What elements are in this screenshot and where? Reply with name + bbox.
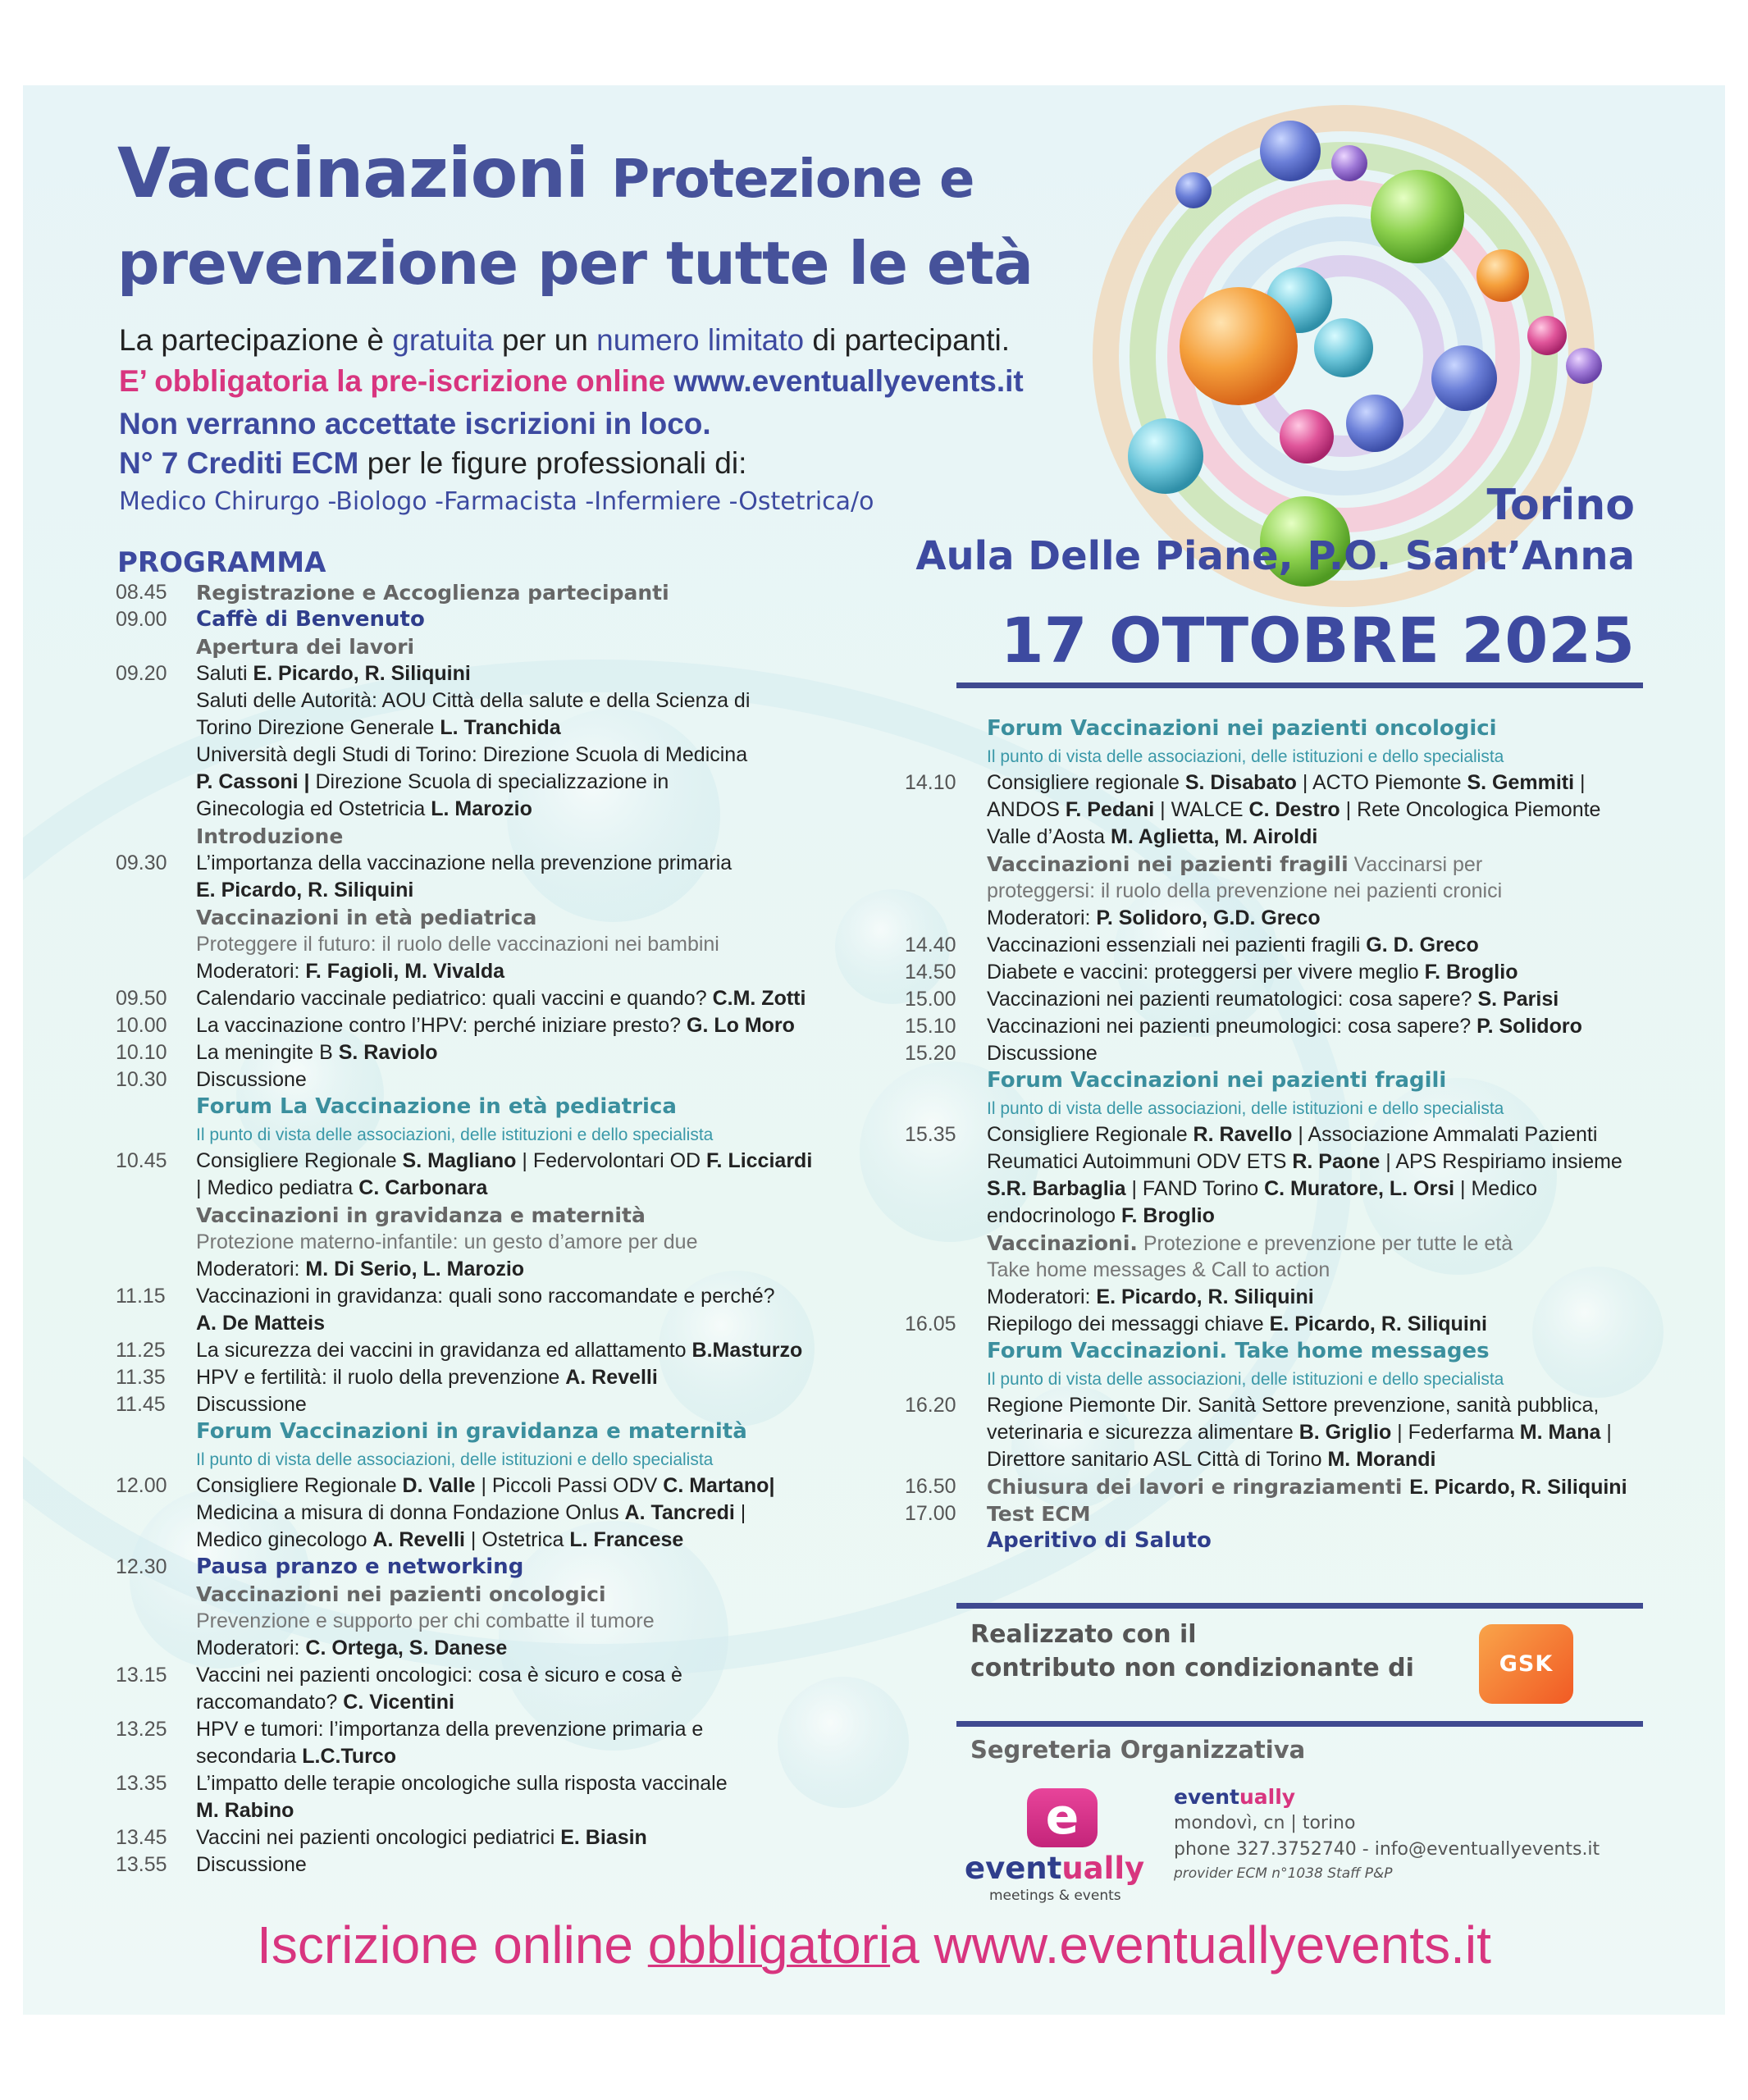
eventually-wordmark bbox=[965, 1851, 1144, 1886]
program-entry bbox=[196, 904, 536, 932]
program-subtitle: Protezione e prevenzione per tutte le età bbox=[1137, 1232, 1513, 1255]
program-entry bbox=[196, 742, 747, 769]
program-speaker: P. Cassoni | bbox=[196, 770, 316, 793]
program-forum-subtitle: Il punto di vista delle associazioni, delle istituzioni e dello specialista bbox=[987, 1099, 1504, 1118]
program-speaker: A. Tancredi bbox=[624, 1501, 735, 1524]
program-text: | Ostetrica bbox=[464, 1528, 570, 1551]
program-entry bbox=[987, 1176, 1537, 1203]
program-speaker: F. Fagioli, M. Vivalda bbox=[305, 960, 505, 983]
divider bbox=[956, 682, 1643, 688]
program-entry bbox=[196, 1175, 487, 1202]
program-speaker: P. Solidoro, G.D. Greco bbox=[1096, 906, 1321, 929]
program-entry bbox=[196, 1662, 682, 1689]
program-time: 09.30 bbox=[116, 851, 167, 874]
program-time: 14.50 bbox=[905, 961, 956, 984]
program-entry bbox=[196, 1608, 655, 1635]
program-text: Discussione bbox=[987, 1042, 1098, 1065]
program-entry bbox=[196, 1770, 728, 1797]
venue-city: Torino bbox=[1486, 481, 1635, 530]
program-speaker: M. Di Serio, L. Marozio bbox=[305, 1258, 525, 1281]
program-time: 13.45 bbox=[116, 1826, 167, 1849]
intro-crediti-ecm: N° 7 Crediti ECM bbox=[119, 446, 359, 480]
program-speaker: C. Martano| bbox=[663, 1474, 775, 1497]
program-speaker: E. Picardo, R. Siliquini bbox=[1269, 1312, 1487, 1335]
eventually-tagline: meetings & events bbox=[989, 1888, 1121, 1904]
organizer-name-part: ually bbox=[1239, 1785, 1296, 1809]
program-entry bbox=[196, 1851, 307, 1879]
program-subtitle: Take home messages & Call to action bbox=[987, 1258, 1330, 1281]
program-time: 11.15 bbox=[116, 1285, 166, 1308]
program-speaker: E. Picardo, R. Siliquini bbox=[1096, 1285, 1314, 1308]
poster bbox=[23, 85, 1725, 2015]
program-text: Moderatori: bbox=[987, 906, 1097, 929]
program-speaker: L. Marozio bbox=[431, 797, 532, 820]
program-entry bbox=[196, 1148, 812, 1175]
program-entry bbox=[987, 1419, 1612, 1446]
program-entry bbox=[987, 769, 1586, 797]
program-entry bbox=[987, 986, 1559, 1013]
program-text: | Federvolontari OD bbox=[516, 1149, 707, 1172]
program-time: 08.45 bbox=[116, 581, 167, 604]
program-entry bbox=[987, 1500, 1091, 1528]
program-text: L’importanza della vaccinazione nella prevenzione primaria bbox=[196, 851, 733, 874]
program-entry bbox=[196, 1716, 703, 1743]
program-section-title: Forum Vaccinazioni nei pazienti oncologici bbox=[987, 716, 1497, 741]
program-entry bbox=[987, 1527, 1212, 1554]
program-text: | bbox=[1600, 1421, 1612, 1444]
program-time: 15.20 bbox=[905, 1042, 956, 1065]
program-text: | WALCE bbox=[1154, 798, 1249, 821]
program-speaker: C. Carbonara bbox=[358, 1176, 488, 1199]
program-time: 13.35 bbox=[116, 1772, 167, 1795]
program-section-title: Vaccinazioni nei pazienti fragili bbox=[987, 852, 1349, 876]
program-subtitle: Proteggere il futuro: il ruolo delle vaccinazioni nei bambini bbox=[196, 933, 719, 956]
program-entry bbox=[987, 1094, 1504, 1122]
program-entry bbox=[987, 932, 1479, 959]
program-forum-subtitle: Il punto di vista delle associazioni, delle istituzioni e dello specialista bbox=[196, 1125, 714, 1144]
intro-text: per le figure professionali di: bbox=[358, 446, 747, 480]
program-subtitle: Vaccinarsi per bbox=[1348, 853, 1483, 876]
program-text: | APS Respiriamo insieme bbox=[1380, 1150, 1622, 1173]
intro-line-1 bbox=[119, 323, 1010, 358]
program-text: | Federfarma bbox=[1391, 1421, 1520, 1444]
program-text: Vaccinazioni essenziali nei pazienti fragili bbox=[987, 934, 1367, 956]
program-entry bbox=[987, 1446, 1435, 1473]
sponsor-line-1: Realizzato con il bbox=[970, 1620, 1197, 1649]
program-text: Moderatori: bbox=[196, 1637, 306, 1659]
program-text: HPV e tumori: l’importanza della prevenzione primaria e bbox=[196, 1718, 704, 1741]
program-speaker: E. Picardo, R. Siliquini bbox=[253, 662, 471, 685]
program-section-title: Forum La Vaccinazione in età pediatrica bbox=[196, 1094, 677, 1119]
program-time: 15.10 bbox=[905, 1015, 956, 1038]
program-entry bbox=[196, 877, 413, 904]
program-entry bbox=[987, 1392, 1599, 1419]
program-speaker: A. De Matteis bbox=[196, 1312, 325, 1335]
program-section-title: Forum Vaccinazioni. Take home messages bbox=[987, 1339, 1490, 1363]
program-entry bbox=[196, 1824, 647, 1851]
footer-obbligatoria: obbligatori bbox=[647, 1915, 891, 1974]
program-entry bbox=[987, 1473, 1627, 1501]
program-entry bbox=[196, 931, 719, 958]
program-time: 16.20 bbox=[905, 1394, 956, 1417]
program-time: 09.20 bbox=[116, 662, 167, 685]
program-text: Direzione Scuola di specializzazione in bbox=[315, 770, 669, 793]
program-section-title: Introduzione bbox=[196, 824, 344, 848]
program-text: Reumatici Autoimmuni ODV ETS bbox=[987, 1150, 1293, 1173]
program-entry bbox=[987, 959, 1518, 986]
program-entry bbox=[196, 1121, 713, 1148]
program-entry bbox=[196, 714, 561, 742]
segreteria-label: Segreteria Organizzativa bbox=[970, 1736, 1306, 1764]
program-speaker: P. Solidoro bbox=[1476, 1015, 1582, 1038]
program-time: 09.00 bbox=[116, 608, 167, 631]
footer-cta[interactable] bbox=[23, 1915, 1725, 1975]
program-speaker: M. Aglietta, M. Airoldi bbox=[1111, 825, 1318, 848]
program-text: raccomandato? bbox=[196, 1691, 344, 1714]
program-text: La vaccinazione contro l’HPV: perché iniziare presto? bbox=[196, 1014, 687, 1037]
program-time: 10.45 bbox=[116, 1149, 167, 1172]
program-entry bbox=[196, 687, 750, 714]
program-time: 10.00 bbox=[116, 1014, 167, 1037]
program-speaker: G. Lo Moro bbox=[687, 1014, 795, 1037]
program-speaker: S. Raviolo bbox=[338, 1041, 438, 1064]
program-entry bbox=[987, 1311, 1487, 1338]
program-text: Vaccinazioni nei pazienti reumatologici: cosa sapere? bbox=[987, 988, 1478, 1011]
program-speaker: B. Griglio bbox=[1298, 1421, 1392, 1444]
program-time: 17.00 bbox=[905, 1502, 956, 1525]
program-speaker: R. Ravello bbox=[1193, 1123, 1293, 1146]
intro-line-4 bbox=[119, 446, 746, 481]
program-time: 14.40 bbox=[905, 934, 956, 956]
program-entry bbox=[196, 1635, 507, 1662]
program-entry bbox=[196, 1093, 677, 1121]
program-time: 13.55 bbox=[116, 1853, 167, 1876]
program-text: | ACTO Piemonte bbox=[1296, 771, 1467, 794]
program-speaker: S.R. Barbaglia bbox=[987, 1177, 1126, 1200]
intro-text: per un bbox=[493, 323, 597, 357]
program-entry bbox=[196, 1418, 747, 1445]
program-time: 14.10 bbox=[905, 771, 956, 794]
intro-gratuita: gratuita bbox=[392, 323, 494, 357]
program-time: 12.30 bbox=[116, 1555, 167, 1578]
program-speaker: E. Biasin bbox=[560, 1826, 647, 1849]
program-text: Discussione bbox=[196, 1853, 307, 1876]
program-section-title: Vaccinazioni. bbox=[987, 1231, 1138, 1255]
program-text: | Medico pediatra bbox=[196, 1176, 359, 1199]
program-text: Vaccini nei pazienti oncologici pediatrici bbox=[196, 1826, 561, 1849]
program-text: Ginecologia ed Ostetricia bbox=[196, 797, 431, 820]
program-text: | bbox=[1574, 771, 1586, 794]
program-text: veterinaria e sicurezza alimentare bbox=[987, 1421, 1299, 1444]
program-text: Saluti bbox=[196, 662, 253, 685]
venue-place: Aula Delle Piane, P.O. Sant’Anna bbox=[915, 533, 1635, 579]
program-entry bbox=[196, 1797, 294, 1824]
program-speaker: L. Francese bbox=[569, 1528, 684, 1551]
program-forum-subtitle: Il punto di vista delle associazioni, delle istituzioni e dello specialista bbox=[987, 747, 1504, 766]
program-entry bbox=[987, 1338, 1490, 1365]
program-text: endocrinologo bbox=[987, 1204, 1122, 1227]
organizer-provider: provider ECM n°1038 Staff P&P bbox=[1174, 1865, 1393, 1882]
program-entry bbox=[196, 1012, 795, 1039]
program-section-title: Vaccinazioni in gravidanza e maternità bbox=[196, 1203, 646, 1227]
program-speaker: M. Rabino bbox=[196, 1799, 294, 1822]
program-speaker: C. Muratore, L. Orsi bbox=[1264, 1177, 1455, 1200]
program-text: Calendario vaccinale pediatrico: quali vaccini e quando? bbox=[196, 987, 713, 1010]
program-text: Consigliere Regionale bbox=[196, 1474, 403, 1497]
program-speaker: C. Ortega, S. Danese bbox=[305, 1637, 508, 1659]
program-entry bbox=[987, 742, 1504, 770]
program-entry bbox=[987, 1148, 1622, 1176]
program-time: 16.50 bbox=[905, 1475, 956, 1498]
program-text: Discussione bbox=[196, 1068, 307, 1091]
program-speaker: L. Tranchida bbox=[440, 716, 561, 739]
program-entry bbox=[196, 1472, 774, 1500]
intro-preiscrizione: E’ obbligatoria la pre-iscrizione online bbox=[119, 364, 674, 398]
program-entry bbox=[196, 850, 732, 877]
program-subtitle: Protezione materno-infantile: un gesto d’amore per due bbox=[196, 1230, 698, 1253]
program-section-title: Aperitivo di Saluto bbox=[987, 1528, 1212, 1553]
wordmark-part: event bbox=[965, 1851, 1062, 1886]
program-text: Consigliere Regionale bbox=[196, 1149, 403, 1172]
program-text: | bbox=[734, 1501, 746, 1524]
program-text: Medicina a misura di donna Fondazione Onlus bbox=[196, 1501, 625, 1524]
intro-numero-limitato: numero limitato bbox=[596, 323, 805, 357]
program-time: 10.10 bbox=[116, 1041, 167, 1064]
program-text: L’impatto delle terapie oncologiche sulla risposta vaccinale bbox=[196, 1772, 728, 1795]
program-subtitle: proteggersi: il ruolo della prevenzione nei pazienti cronici bbox=[987, 879, 1503, 902]
program-speaker: A. Revelli bbox=[565, 1366, 658, 1389]
program-section-title: Apertura dei lavori bbox=[196, 635, 415, 659]
program-time: 11.25 bbox=[116, 1339, 166, 1362]
program-text: | FAND Torino bbox=[1125, 1177, 1265, 1200]
program-text: Vaccinazioni in gravidanza: quali sono raccomandate e perché? bbox=[196, 1285, 775, 1308]
program-speaker: B.Masturzo bbox=[691, 1339, 803, 1362]
program-section-title: Pausa pranzo e networking bbox=[196, 1554, 524, 1579]
program-text: | Medico bbox=[1454, 1177, 1538, 1200]
program-entry bbox=[987, 1284, 1314, 1311]
program-entry bbox=[196, 1229, 697, 1256]
program-text: | Piccoli Passi ODV bbox=[475, 1474, 664, 1497]
program-text: Torino Direzione Generale bbox=[196, 716, 440, 739]
program-section-title: Vaccinazioni in età pediatrica bbox=[196, 906, 537, 929]
program-entry bbox=[196, 633, 414, 661]
program-text: Discussione bbox=[196, 1393, 307, 1416]
program-time: 13.15 bbox=[116, 1664, 167, 1687]
program-entry bbox=[987, 1040, 1098, 1067]
program-speaker: F. Pedani bbox=[1065, 798, 1155, 821]
intro-text: La partecipazione è bbox=[119, 323, 393, 357]
program-subtitle: Prevenzione e supporto per chi combatte il tumore bbox=[196, 1609, 655, 1632]
program-entry bbox=[987, 1203, 1215, 1230]
program-text: Valle d’Aosta bbox=[987, 825, 1111, 848]
program-entry bbox=[987, 1067, 1446, 1094]
program-text: La sicurezza dei vaccini in gravidanza ed allattamento bbox=[196, 1339, 692, 1362]
program-speaker: C. Vicentini bbox=[343, 1691, 454, 1714]
program-speaker: F. Broglio bbox=[1121, 1204, 1215, 1227]
program-entry bbox=[196, 796, 532, 823]
program-entry bbox=[196, 1500, 746, 1527]
program-text: Direttore sanitario ASL Città di Torino bbox=[987, 1448, 1328, 1471]
program-text: Medico ginecologo bbox=[196, 1528, 373, 1551]
program-entry bbox=[987, 1230, 1513, 1258]
program-speaker: S. Disabato bbox=[1184, 771, 1297, 794]
program-entry bbox=[987, 905, 1321, 932]
intro-line-2 bbox=[119, 364, 1024, 399]
divider bbox=[956, 1721, 1643, 1727]
program-speaker: C.M. Zotti bbox=[712, 987, 806, 1010]
program-entry bbox=[987, 1121, 1597, 1148]
title-big-word: Vaccinazioni bbox=[117, 133, 588, 213]
program-time: 15.35 bbox=[905, 1123, 956, 1146]
title-rest: Protezione e bbox=[611, 149, 974, 210]
program-time: 10.30 bbox=[116, 1068, 167, 1091]
sponsor-text bbox=[970, 1618, 1414, 1685]
organizer-contacts[interactable]: phone 327.3752740 - info@eventuallyevents.it bbox=[1174, 1839, 1600, 1860]
program-speaker: M. Morandi bbox=[1327, 1448, 1436, 1471]
program-section-title: Test ECM bbox=[987, 1502, 1091, 1526]
program-section-title: Chiusura dei lavori e ringraziamenti bbox=[987, 1475, 1410, 1499]
program-text: Moderatori: bbox=[196, 960, 306, 983]
program-text: secondaria bbox=[196, 1745, 303, 1768]
program-text: Università degli Studi di Torino: Direzione Scuola di Medicina bbox=[196, 743, 748, 766]
intro-website-link[interactable]: www.eventuallyevents.it bbox=[673, 364, 1024, 398]
footer-text: Iscrizione online bbox=[257, 1915, 648, 1974]
program-time: 16.05 bbox=[905, 1312, 956, 1335]
program-speaker: G. D. Greco bbox=[1366, 934, 1479, 956]
program-time: 15.00 bbox=[905, 988, 956, 1011]
program-entry bbox=[196, 1283, 775, 1310]
program-text: Consigliere regionale bbox=[987, 771, 1185, 794]
program-entry bbox=[196, 579, 669, 607]
program-speaker: S. Parisi bbox=[1477, 988, 1559, 1011]
program-time: 13.25 bbox=[116, 1718, 167, 1741]
program-text: Diabete e vaccini: proteggersi per vivere meglio bbox=[987, 961, 1425, 984]
program-section-title: Forum Vaccinazioni nei pazienti fragili bbox=[987, 1068, 1447, 1093]
program-entry bbox=[196, 1364, 658, 1391]
wordmark-part: ually bbox=[1061, 1851, 1145, 1886]
program-entry bbox=[196, 1445, 713, 1473]
program-speaker: L.C.Turco bbox=[302, 1745, 397, 1768]
title-line-1 bbox=[117, 133, 974, 213]
intro-text: di partecipanti. bbox=[804, 323, 1011, 357]
program-forum-subtitle: Il punto di vista delle associazioni, delle istituzioni e dello specialista bbox=[196, 1450, 714, 1469]
program-entry bbox=[196, 660, 471, 687]
program-text: | Associazione Ammalati Pazienti bbox=[1292, 1123, 1598, 1146]
program-speaker: F. Licciardi bbox=[706, 1149, 813, 1172]
footer-website[interactable]: a www.eventuallyevents.it bbox=[890, 1915, 1491, 1974]
program-speaker: A. Revelli bbox=[372, 1528, 465, 1551]
program-entry bbox=[196, 1256, 524, 1283]
program-entry bbox=[987, 878, 1502, 905]
program-entry bbox=[196, 1527, 683, 1554]
organizer-name bbox=[1174, 1785, 1295, 1809]
program-entry bbox=[196, 769, 669, 796]
program-text: Saluti delle Autorità: AOU Città della salute e della Scienza di bbox=[196, 689, 751, 712]
organizer-city: mondovì, cn | torino bbox=[1174, 1813, 1356, 1833]
program-entry bbox=[196, 985, 806, 1012]
program-entry bbox=[196, 1310, 325, 1337]
program-forum-subtitle: Il punto di vista delle associazioni, delle istituzioni e dello specialista bbox=[987, 1370, 1504, 1389]
program-text: Regione Piemonte Dir. Sanità Settore prevenzione, sanità pubblica, bbox=[987, 1394, 1600, 1417]
program-text: Vaccini nei pazienti oncologici: cosa è sicuro e cosa è bbox=[196, 1664, 682, 1687]
program-entry bbox=[196, 1337, 802, 1364]
program-text: Vaccinazioni nei pazienti pneumologici: cosa sapere? bbox=[987, 1015, 1477, 1038]
program-entry bbox=[196, 958, 504, 985]
program-entry bbox=[196, 1743, 396, 1770]
program-entry bbox=[196, 1066, 307, 1093]
program-entry bbox=[987, 797, 1600, 824]
title-line-2: prevenzione per tutte le età bbox=[117, 229, 1033, 298]
program-speaker: F. Broglio bbox=[1424, 961, 1518, 984]
program-section-title: Caffè di Benvenuto bbox=[196, 607, 425, 632]
program-text: Moderatori: bbox=[987, 1285, 1097, 1308]
professions-list: Medico Chirurgo -Biologo -Farmacista -Infermiere -Ostetrica/o bbox=[119, 487, 874, 516]
program-speaker: C. Destro bbox=[1248, 798, 1340, 821]
eventually-logo-icon: e bbox=[1027, 1788, 1098, 1847]
program-entry bbox=[987, 1013, 1582, 1040]
program-time: 09.50 bbox=[116, 987, 167, 1010]
program-entry bbox=[196, 1039, 438, 1066]
program-text: ANDOS bbox=[987, 798, 1066, 821]
program-section-title: Forum Vaccinazioni in gravidanza e maternità bbox=[196, 1419, 747, 1444]
program-entry bbox=[987, 851, 1482, 879]
event-date: 17 OTTOBRE 2025 bbox=[1000, 604, 1635, 677]
program-time: 12.00 bbox=[116, 1474, 167, 1497]
program-speaker: E. Picardo, R. Siliquini bbox=[1409, 1476, 1627, 1499]
program-entry bbox=[196, 1202, 646, 1230]
programma-heading: PROGRAMMA bbox=[117, 546, 326, 579]
program-entry bbox=[196, 1581, 606, 1609]
program-entry bbox=[196, 1554, 523, 1581]
program-entry bbox=[196, 606, 425, 633]
program-section-title: Registrazione e Accoglienza partecipanti bbox=[196, 581, 669, 605]
program-entry bbox=[987, 824, 1317, 851]
program-speaker: R. Paone bbox=[1292, 1150, 1381, 1173]
program-section-title: Vaccinazioni nei pazienti oncologici bbox=[196, 1582, 606, 1606]
program-speaker: M. Mana bbox=[1519, 1421, 1601, 1444]
program-speaker: S. Gemmiti bbox=[1467, 771, 1575, 794]
program-entry bbox=[196, 1391, 307, 1418]
program-speaker: S. Magliano bbox=[402, 1149, 517, 1172]
intro-line-3: Non verranno accettate iscrizioni in loco. bbox=[119, 407, 711, 441]
program-entry bbox=[196, 823, 343, 851]
program-speaker: E. Picardo, R. Siliquini bbox=[196, 879, 414, 902]
program-entry bbox=[987, 715, 1497, 742]
program-text: | Rete Oncologica Piemonte bbox=[1340, 798, 1601, 821]
program-entry bbox=[196, 1689, 454, 1716]
program-text: La meningite B bbox=[196, 1041, 339, 1064]
organizer-name-part: event bbox=[1174, 1785, 1239, 1809]
program-text: Consigliere Regionale bbox=[987, 1123, 1193, 1146]
program-speaker: D. Valle bbox=[402, 1474, 476, 1497]
program-text: Riepilogo dei messaggi chiave bbox=[987, 1312, 1270, 1335]
divider bbox=[956, 1603, 1643, 1609]
program-text: Moderatori: bbox=[196, 1258, 306, 1281]
sponsor-line-2: contributo non condizionante di bbox=[970, 1654, 1414, 1682]
gsk-logo: GSK bbox=[1479, 1624, 1573, 1704]
program-entry bbox=[987, 1257, 1330, 1284]
program-time: 11.35 bbox=[116, 1366, 166, 1389]
program-entry bbox=[987, 1365, 1504, 1393]
program-text: HPV e fertilità: il ruolo della prevenzione bbox=[196, 1366, 566, 1389]
program-time: 11.45 bbox=[116, 1393, 166, 1416]
